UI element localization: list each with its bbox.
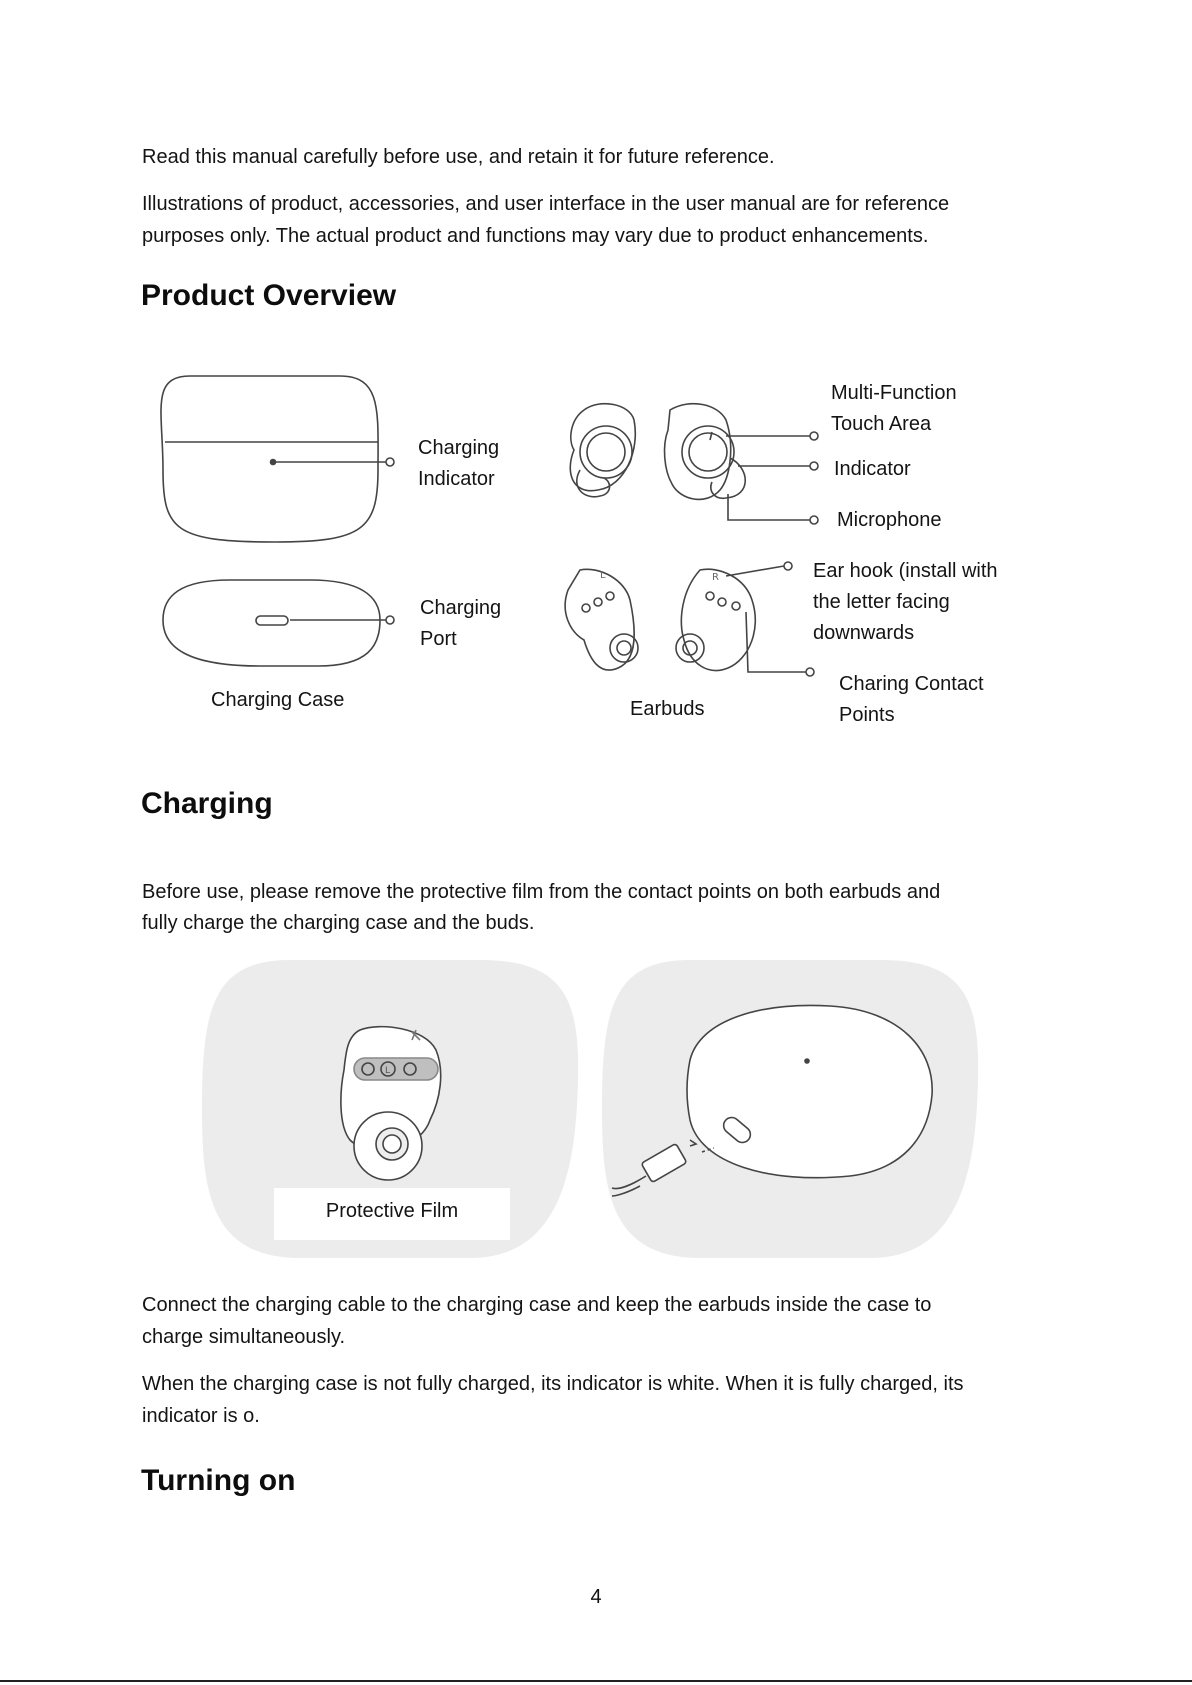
page-number: 4 bbox=[590, 1586, 602, 1608]
charging-para-1-line-1: Before use, please remove the protective film from the contact points on both earbuds and bbox=[142, 881, 941, 903]
charging-para-2-line-2: charge simultaneously. bbox=[142, 1326, 346, 1348]
charging-para-3-line-1: When the charging case is not fully charged, its indicator is white. When it is fully charged, its bbox=[142, 1373, 964, 1395]
earbud-indicator-label: Indicator bbox=[834, 458, 911, 480]
intro-disclaimer-line-2: purposes only. The actual product and functions may vary due to product enhancements. bbox=[142, 225, 929, 247]
intro-disclaimer-line-1: Illustrations of product, accessories, and user interface in the user manual are for reference bbox=[142, 193, 950, 215]
charging-port-label-line-1: Charging bbox=[420, 597, 502, 619]
page-bottom-edge bbox=[0, 1680, 1192, 1682]
charging-para-2-line-1: Connect the charging cable to the charging case and keep the earbuds inside the case to bbox=[142, 1294, 932, 1316]
microphone-label: Microphone bbox=[837, 509, 942, 531]
earbud-left-top-illustration bbox=[570, 404, 635, 497]
contact-points-label-line-1: Charing Contact bbox=[839, 673, 984, 695]
charging-case-top-illustration bbox=[161, 376, 394, 542]
charging-diagram bbox=[0, 955, 1192, 1270]
svg-text:L: L bbox=[600, 570, 606, 581]
charging-indicator-label bbox=[418, 433, 499, 495]
ear-hook-label-line-1: Ear hook (install with bbox=[813, 560, 998, 582]
protective-film-label: Protective Film bbox=[325, 1200, 459, 1222]
charging-case-caption: Charging Case bbox=[211, 689, 345, 711]
charging-port-label bbox=[420, 593, 501, 655]
product-overview-heading: Product Overview bbox=[141, 279, 397, 312]
earbud-right-bottom-illustration bbox=[676, 562, 814, 676]
charging-port-label-line-2: Port bbox=[420, 628, 457, 650]
charging-para-3-line-2: indicator is o. bbox=[142, 1405, 260, 1427]
charging-indicator-label-line-2: Indicator bbox=[418, 468, 495, 490]
product-overview-diagram bbox=[0, 360, 1192, 740]
contact-points-label bbox=[839, 669, 984, 731]
touch-area-label bbox=[831, 378, 957, 440]
ear-hook-label-line-3: downwards bbox=[813, 622, 915, 644]
ear-hook-label bbox=[813, 556, 998, 649]
svg-text:L: L bbox=[385, 1066, 391, 1076]
earbuds-caption: Earbuds bbox=[630, 698, 705, 720]
svg-text:R: R bbox=[712, 572, 719, 583]
turning-on-heading: Turning on bbox=[141, 1464, 296, 1497]
earbud-left-bottom-illustration bbox=[565, 569, 638, 670]
earbud-right-top-illustration bbox=[665, 404, 818, 524]
ear-hook-label-line-2: the letter facing bbox=[813, 591, 950, 613]
charging-indicator-label-line-1: Charging bbox=[418, 437, 500, 459]
charging-case-front-illustration bbox=[163, 580, 394, 666]
charging-para-1-line-2: fully charge the charging case and the buds. bbox=[142, 912, 535, 934]
charging-heading: Charging bbox=[141, 787, 273, 820]
touch-area-label-line-1: Multi-Function bbox=[831, 382, 957, 404]
contact-points-label-line-2: Points bbox=[839, 704, 895, 726]
intro-line: Read this manual carefully before use, and retain it for future reference. bbox=[142, 146, 775, 168]
touch-area-label-line-2: Touch Area bbox=[831, 413, 932, 435]
